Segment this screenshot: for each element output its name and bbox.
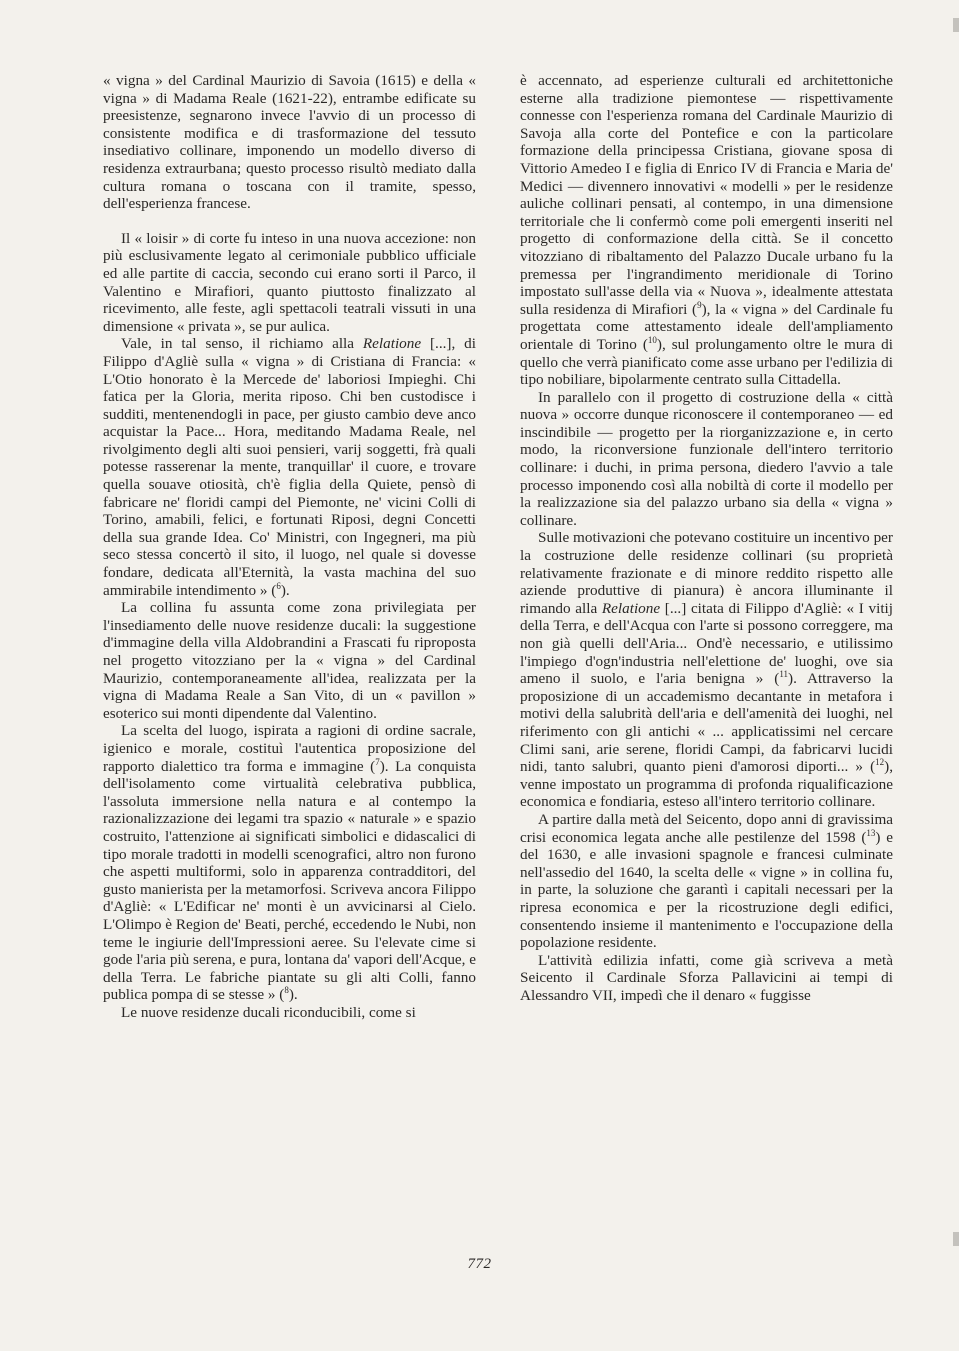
scan-edge-mark bbox=[953, 1232, 959, 1246]
paragraph: Le nuove residenze ducali riconducibili, come si bbox=[121, 1003, 416, 1021]
paragraph: è accennato, ad esperienze culturali ed architettoniche esterne alla tradizione piemontese — rispettivamente connesse con l'esperienza romana del Cardinale Maurizio di Savoja alla corte del Pontefice e con la particolare formazione della principessa Cristiana, giovane sposa di Vittorio Amedeo I e figlia di Enrico IV di Francia e Maria de' Medici — divennero innovativi « modelli » per le residenze auliche collinari pensati, al contempo, in una dimensione territoriale che li confermò come poli emergenti inseriti nel progetto di conformazione della città. Se il concetto vitozziano di ribaltamento del Palazzo Ducale urbano fu la premessa per l'ingrandimento meridionale di Torino impostato sull'asse della via « Nuova », idealmente attestata sulla residenza di Mirafiori ($^9$), la « vigna » del Cardinale fu progettata come attestamento ideale dell'ampliamento orientale di Torino ($^{10}$), sul prolungamento oltre le mura di quello che verrà pianificato come asse urbano per l'edilizia di tipo nobiliare, bipolarmente centrato sulla Cittadella. bbox=[520, 72, 893, 389]
paragraph: In parallelo con il progetto di costruzione della « città nuova » occorre dunque riconoscere il contemporaneo — ed inscindibile — progetto per la riorganizzazione e, in certo modo, la riconversione funzionale dell'intero territorio collinare: i duchi, in prima persona, diedero l'avvio a tale processo imponendo così alla nobiltà di corte il modello per la realizzazione sia del palazzo urbano sia della « vigna » collinare. bbox=[520, 388, 893, 529]
paragraph: L'attività edilizia infatti, come già scriveva a metà Seicento il Cardinale Sforza Pallavicini ai tempi di Alessandro VII, impedì che il denaro « fuggisse bbox=[520, 951, 893, 1004]
left-text-column bbox=[103, 72, 476, 1021]
footnote-ref: 7 bbox=[375, 756, 380, 767]
footnote-ref: 12 bbox=[875, 757, 885, 768]
page-number: 772 bbox=[467, 1256, 492, 1272]
right-text-column bbox=[520, 72, 893, 1004]
paragraph: Il « loisir » di corte fu inteso in una nuova accezione: non più esclusivamente legato al cerimoniale pubblico ufficiale ed alle partite di caccia, secondo cui erano sorti il Parco, il Valentino e Mirafiori, quanto piuttosto finalizzato al ricevimento, alle feste, agli spettacoli teatrali vissuti in una dimensione « privata », se pur aulica. bbox=[103, 229, 476, 335]
paragraph: A partire dalla metà del Seicento, dopo anni di gravissima crisi economica legata anche alle pestilenze del 1598 ($^{13}$) e del 1630, e alle invasioni spagnole e francesi culminate nell'assedio del 1640, la scelta delle « vigne » in collina fu, in parte, la soluzione che garantì i capitali necessari per la ripresa economica e per la ricostruzione degli edifici, consentendo insieme il mantenimento e l'occupazione della popolazione residente. bbox=[520, 810, 893, 952]
footnote-ref: 10 bbox=[647, 334, 657, 345]
footnote-ref: 6 bbox=[276, 580, 281, 591]
paragraph: Sulle motivazioni che potevano costituire un incentivo per la costruzione delle residenze collinari (su proprietà relativamente frazionate e di minore reddito rispetto alle aziende produttive di pianura) è ancora illuminante il rimando alla Relatione [...] citata di Filippo d'Agliè: « I vitij della Terra, e dell'Acqua con l'arte si possono correggere, ma non già quelli dell'Aria... Ond'è necessario, e utilissimo l'impiego d'ogn'industria nell'elettione de' luoghi, ove sia ameno il suolo, e l'aria benigna » ($^{11}$). Attraverso la proposizione di un accademismo decantante in metafora i motivi della salubrità dell'aria e dell'amenità dei luoghi, nel riferimento con gli antichi « ... applicatissimi nel cercare Climi sani, arie serene, floridi Campi, da fabricarvi lucidi nidi, tanto salubri, quanto pieni d'amorosi diporti... » ($^{12}$), venne impostato un programma di profonda riqualificazione economica e fondiaria, esteso all'intero territorio collinare. bbox=[520, 529, 893, 811]
footnote-ref: 11 bbox=[779, 669, 789, 680]
italic-title: Relatione bbox=[362, 335, 422, 353]
footnote-ref: 9 bbox=[697, 299, 702, 310]
footnote-ref: 8 bbox=[284, 985, 289, 996]
paragraph: Vale, in tal senso, il richiamo alla Relatione [...], di Filippo d'Agliè sulla « vigna » di Cristiana di Francia: « L'Otio honorato è la Mercede de' laboriosi Impieghi. Chi fatica per la Gloria, merita riposo. Chi ben custodisce i sudditi, mentenendogli in pace, per giusto cambio deve anco acquistar la Pace... Hora, meditando Madama Reale, nel rivolgimento degli alti suoi pensieri, varij soggetti, frà quali potesse rasserenar la mente, tranquillar' il cuore, e trovare quella souave otiosità, ch'è figlia della Quiete, pensò di fabricare ne' floridi campi del Piemonte, ne' vicini Colli di Torino, amabili, felici, e fortunati Riposi, degni Concetti della sua grande Idea. Co' Ministri, con Ingegneri, ma più seco stessa concertò il sito, il luogo, nel quale si dovesse fondare, dedicata all'Eternità, la vasta machina del suo ammirabile intendimento » ($^6$). bbox=[103, 335, 476, 599]
scan-edge-mark bbox=[953, 18, 959, 32]
italic-title: Relatione bbox=[601, 599, 661, 617]
footnote-ref: 13 bbox=[866, 827, 876, 838]
paragraph: La scelta del luogo, ispirata a ragioni di ordine sacrale, igienico e morale, costituì l'autentica proposizione del rapporto dialettico tra forma e immagine ($^7$). La conquista dell'isolamento come virtualità celebrativa pubblica, l'assoluta immersione nella natura e al contempo la razionalizzazione dei legami tra spazio « naturale » e spazio costruito, l'attenzione ai significati simbolici e didascalici di tipo morale tradotti in modelli scenografici, altro non furono che aspetti multiformi, solo in apparenza contradditori, del gusto manierista per la metamorfosi. Scriveva ancora Filippo d'Agliè: « L'Edificar ne' monti è un avvicinarsi al Cielo. L'Olimpo è Region de' Beati, perché, eccedendo le Nubi, non teme le ingiurie dell'Impressioni aeree. Su l'elevate cime si gode l'aria più serena, e pura, lontana da' vapori dell'Acque, e della Terra. Le fabriche piantate su gli alti Colli, fanno publica pompa di se stesse » ($^8$). bbox=[103, 722, 476, 1004]
paragraph: « vigna » del Cardinal Maurizio di Savoia (1615) e della « vigna » di Madama Reale (1621-22), entrambe edificate su preesistenze, segnarono invece l'avvio di un processo di consistente modifica e di trasformazione del tessuto insediativo collinare, imponendo un modello diverso di residenza extraurbana; questo processo risultò mediato dalla cultura romana o toscana con il tramite, spesso, dell'esperienza francese. bbox=[103, 72, 476, 213]
paragraph: La collina fu assunta come zona privilegiata per l'insediamento delle nuove residenze ducali: la suggestione d'immagine della villa Aldobrandini a Frascati fu riproposta nel progetto vitozziano per la « vigna » del Cardinal Maurizio, contemporaneamente all'idea, realizzata per la vigna di Madama Reale a San Vito, di un « pavillon » esoterico sui monti dipendente dal Valentino. bbox=[103, 599, 476, 722]
